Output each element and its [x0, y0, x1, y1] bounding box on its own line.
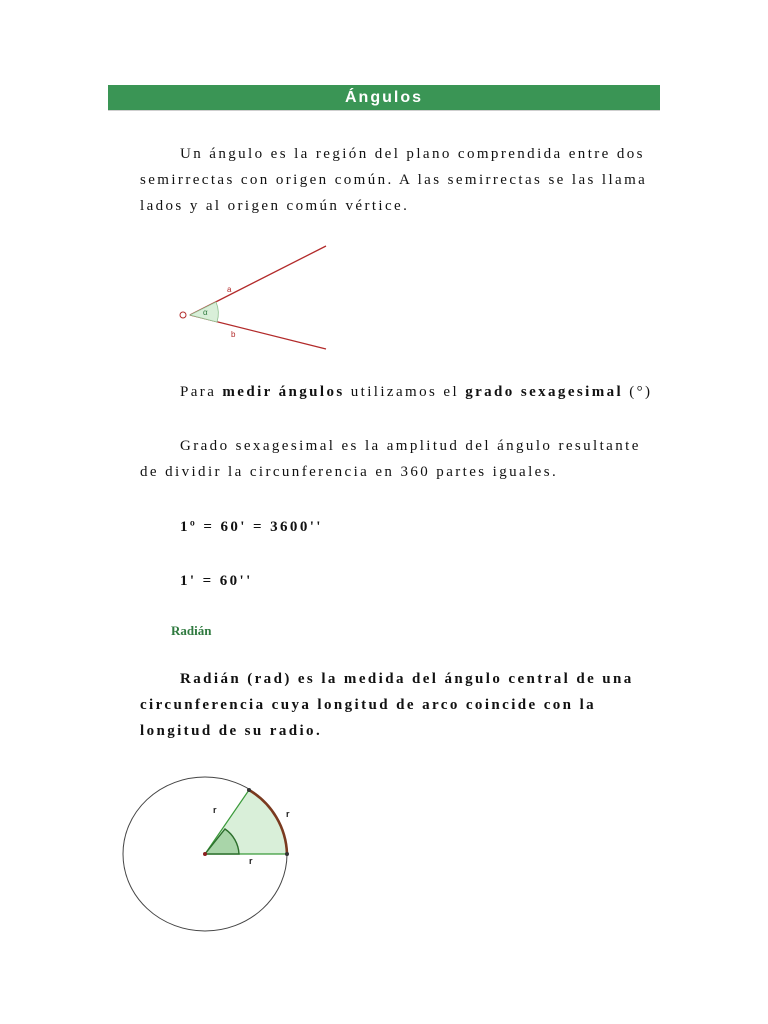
arc-start-point [247, 788, 251, 792]
radian-diagram [118, 774, 308, 934]
intro-line-1: Un ángulo es la región del plano comprendida entre dos [180, 146, 645, 162]
arc-end-point [285, 852, 289, 856]
measure-line [180, 384, 652, 401]
measure-bold-1: medir ángulos [222, 384, 345, 400]
radian-line-3: longitud de su radio. [140, 723, 323, 739]
page-title: Ángulos [345, 88, 423, 106]
definition-line-2: de dividir la circunferencia en 360 partes iguales. [140, 464, 559, 480]
label-r-radius: r [213, 805, 217, 815]
angle-diagram [175, 240, 345, 360]
label-b: b [231, 330, 236, 339]
title-bar [108, 85, 660, 111]
equivalence-2: 1' = 60'' [180, 573, 253, 589]
measure-suffix: (°) [623, 384, 653, 400]
equivalence-1: 1º = 60' = 3600'' [180, 519, 323, 535]
label-alpha: α [203, 308, 208, 317]
definition-line-1: Grado sexagesimal es la amplitud del ángulo resultante [180, 438, 641, 454]
measure-middle: utilizamos el [344, 384, 466, 400]
intro-line-3: lados y al origen común vértice. [140, 198, 410, 214]
label-a: a [227, 285, 232, 294]
radian-line-1: Radián (rad) es la medida del ángulo central de una [180, 671, 634, 687]
radian-line-2: circunferencia cuya longitud de arco coincide con la [140, 697, 597, 713]
radian-heading: Radián [171, 623, 212, 638]
label-r-arc: r [286, 809, 290, 819]
label-r-base: r [249, 856, 253, 866]
vertex-point [180, 312, 186, 318]
measure-bold-2: grado sexagesimal [465, 384, 624, 400]
intro-line-2: semirrectas con origen común. A las semirrectas se las llama [140, 172, 648, 188]
center-point [203, 852, 207, 856]
measure-prefix: Para [180, 384, 223, 400]
